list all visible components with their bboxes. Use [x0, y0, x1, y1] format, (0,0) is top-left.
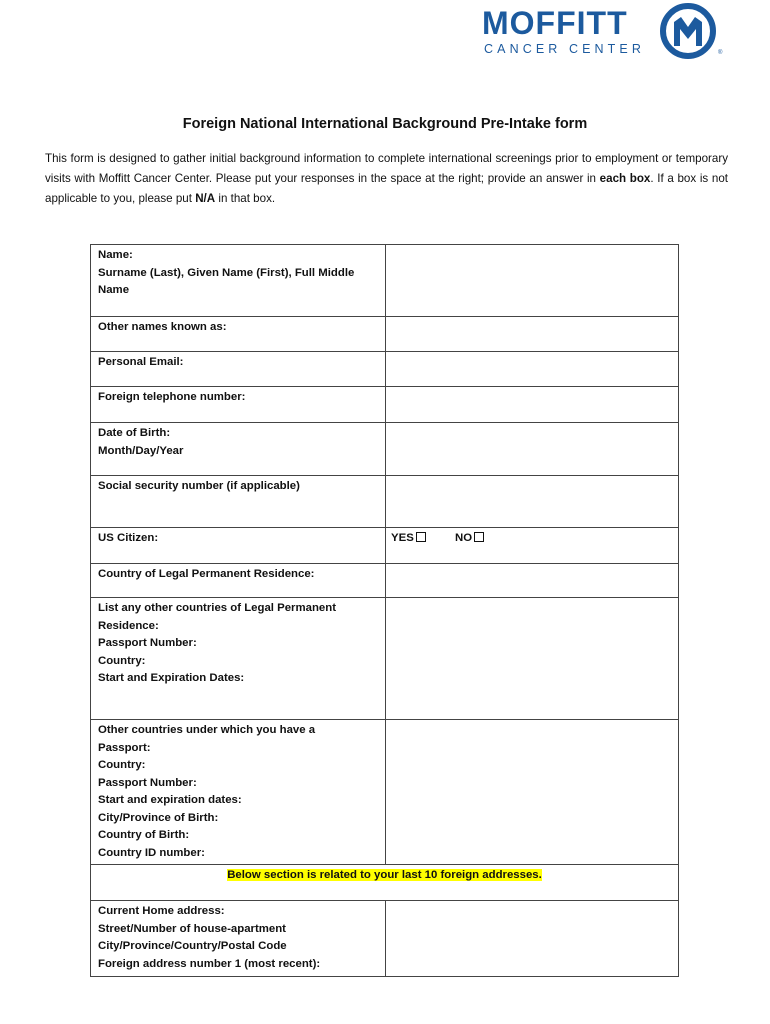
- table-row: [91, 901, 679, 977]
- section-banner: Below section is related to your last 10 foreign addresses.: [91, 865, 679, 901]
- moffitt-m-emblem-icon: [660, 2, 718, 60]
- answer-ssn[interactable]: [386, 476, 679, 528]
- field-label-other-names: Other names known as:: [91, 317, 386, 352]
- field-label-other-passports: Other countries under which you have a Passport: Country: Passport Number: Start and expiration dates: City/Province of Birth: Country of Birth: Country ID number:: [91, 720, 386, 865]
- field-label-other-residence: List any other countries of Legal Permanent Residence: Passport Number: Country: Start and Expiration Dates:: [91, 598, 386, 720]
- answer-us-citizen: [386, 528, 679, 564]
- table-row: [91, 720, 679, 865]
- table-row: [91, 476, 679, 528]
- table-row: [91, 387, 679, 423]
- field-label-current-address: Current Home address: Street/Number of house-apartment City/Province/Country/Postal Code Foreign address number 1 (most recent):: [91, 901, 386, 977]
- answer-personal-email[interactable]: [386, 352, 679, 387]
- table-row: [91, 245, 679, 317]
- table-row: [91, 598, 679, 720]
- form-title: Foreign National International Background Pre-Intake form: [182, 116, 588, 132]
- form-instructions: This form is designed to gather initial background information to complete international screenings prior to employment or temporary visits with Moffitt Cancer Center. Please put your responses in the space at the right; provide an answer in each box. If a box is not applicable to you, please put N/A in that box.: [45, 152, 728, 205]
- field-label-personal-email: Personal Email:: [91, 352, 386, 387]
- table-row: [91, 528, 679, 564]
- logo-wordmark: MOFFITT: [482, 5, 628, 41]
- table-row: [91, 423, 679, 476]
- answer-current-address[interactable]: [386, 901, 679, 977]
- answer-country-residence[interactable]: [386, 564, 679, 598]
- table-row: [91, 352, 679, 387]
- field-label-foreign-phone: Foreign telephone number:: [91, 387, 386, 423]
- field-label-us-citizen: US Citizen:: [91, 528, 386, 564]
- answer-other-residence[interactable]: [386, 598, 679, 720]
- logo-subtitle: CANCER CENTER: [484, 42, 645, 56]
- moffitt-logo: [478, 2, 728, 62]
- table-row: [91, 865, 679, 901]
- registered-mark: ®: [718, 50, 723, 56]
- field-label-ssn: Social security number (if applicable): [91, 476, 386, 528]
- answer-other-names[interactable]: [386, 317, 679, 352]
- yes-option[interactable]: YES: [391, 530, 426, 548]
- field-label-country-residence: Country of Legal Permanent Residence:: [91, 564, 386, 598]
- table-row: [91, 564, 679, 598]
- answer-name[interactable]: [386, 245, 679, 317]
- answer-foreign-phone[interactable]: [386, 387, 679, 423]
- field-label-date-of-birth: Date of Birth: Month/Day/Year: [91, 423, 386, 476]
- field-label-name: Name: Surname (Last), Given Name (First), Full Middle Name: [91, 245, 386, 317]
- no-option[interactable]: NO: [455, 530, 484, 548]
- answer-date-of-birth[interactable]: [386, 423, 679, 476]
- no-checkbox[interactable]: [474, 532, 484, 542]
- answer-other-passports[interactable]: [386, 720, 679, 865]
- intake-form-table: [90, 244, 679, 977]
- yes-checkbox[interactable]: [416, 532, 426, 542]
- table-row: [91, 317, 679, 352]
